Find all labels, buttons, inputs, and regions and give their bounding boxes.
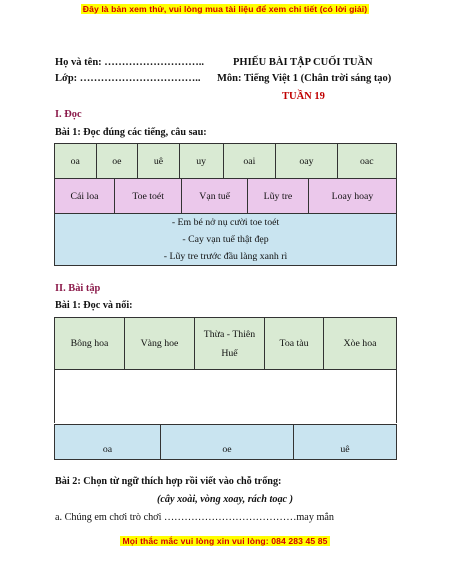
match-sound-cell[interactable]: oe: [161, 425, 294, 460]
matching-words-table: [54, 317, 397, 370]
syllable-cell: oac: [337, 144, 396, 179]
week-label: TUẦN 19: [282, 91, 325, 102]
sentence-line: - Cay vạn tuế thật đẹp: [182, 234, 269, 245]
class-field: Lớp: ……………………………..: [55, 73, 201, 84]
word-cell: Vạn tuế: [182, 179, 248, 214]
fill-item-a: a. Chúng em chơi trò chơi …………………………………may mắn: [55, 512, 335, 523]
match-word-cell[interactable]: [195, 318, 265, 370]
syllable-table: [54, 143, 397, 179]
syllable-cell: uy: [179, 144, 223, 179]
matching-connect-area: [54, 370, 397, 423]
sentence-cell: [55, 214, 397, 266]
student-name-field: Họ và tên: ………………………..: [55, 57, 205, 68]
match-sound-cell[interactable]: uê: [294, 425, 397, 460]
sentence-table: [54, 213, 397, 266]
match-sound-cell[interactable]: oa: [55, 425, 161, 460]
match-word-cell[interactable]: Vàng hoe: [125, 318, 195, 370]
syllable-cell: uê: [138, 144, 180, 179]
match-word-cell[interactable]: Bông hoa: [55, 318, 125, 370]
matching-sounds-table: [54, 424, 397, 460]
sentence-line: - Lũy tre trước đầu làng xanh rì: [163, 251, 288, 262]
syllable-cell: oay: [276, 144, 338, 179]
syllable-cell: oe: [96, 144, 138, 179]
preview-notice: [0, 4, 450, 14]
contact-notice-text: Mọi thắc mắc vui lòng xin vui lòng: 084 283 45 85: [122, 536, 328, 546]
word-cell: Toe toét: [114, 179, 181, 214]
match-word-line: Huế: [221, 347, 238, 359]
word-table: [54, 178, 397, 214]
match-word-line: Thừa - Thiên: [203, 328, 256, 340]
subject-line: Môn: Tiếng Việt 1 (Chân trời sáng tạo): [217, 73, 392, 84]
word-cell: Lũy tre: [247, 179, 308, 214]
contact-notice: [0, 536, 450, 546]
word-cell: Loay hoay: [308, 179, 396, 214]
sentence-line: - Em bé nở nụ cười toe toét: [171, 217, 280, 228]
section-exercises-heading: II. Bài tập: [55, 283, 101, 294]
reading-task-title: Bài 1: Đọc đúng các tiếng, câu sau:: [55, 127, 207, 138]
match-word-cell[interactable]: Xòe hoa: [324, 318, 397, 370]
worksheet-title: PHIẾU BÀI TẬP CUỐI TUẦN: [233, 57, 373, 68]
word-cell: Cái loa: [55, 179, 115, 214]
fill-task-title: Bài 2: Chọn từ ngữ thích hợp rồi viết vào chỗ trống:: [55, 476, 282, 487]
syllable-cell: oa: [55, 144, 97, 179]
match-word-cell[interactable]: Toa tàu: [265, 318, 324, 370]
matching-task-title: Bài 1: Đọc và nối:: [55, 300, 133, 311]
word-choices: (cây xoài, vòng xoay, rách toạc ): [157, 494, 293, 505]
section-reading-heading: I. Đọc: [55, 109, 82, 120]
preview-notice-text: Đây là bản xem thử, vui lòng mua tài liệu để xem chi tiết (có lời giải): [82, 4, 368, 14]
syllable-cell: oai: [223, 144, 276, 179]
